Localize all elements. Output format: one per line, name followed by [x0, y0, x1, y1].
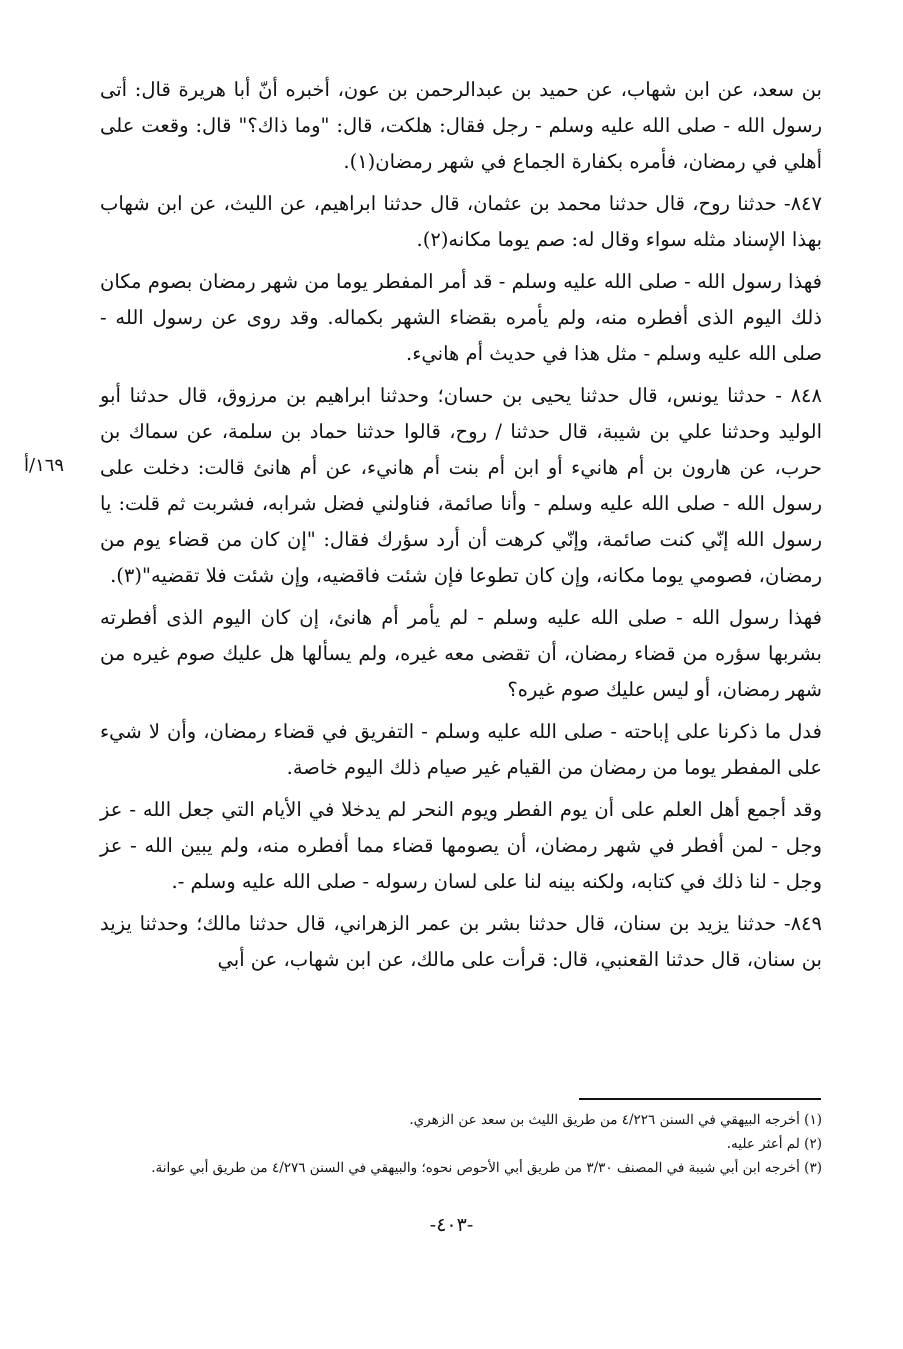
paragraph-6: فدل ما ذكرنا على إباحته - صلى الله عليه وسلم - التفريق في قضاء رمضان، وأن لا شيء على المفطر يوما من رمضان من القيام غير صيام ذلك اليوم خاصة.	[100, 720, 822, 779]
footnote-divider	[579, 1098, 821, 1100]
paragraph-hadith-847: ٨٤٧- حدثنا روح، قال حدثنا محمد بن عثمان، قال حدثنا ابراهيم، عن الليث، عن ابن شهاب بهذا الإسناد مثله سواء وقال له: صم يوما مكانه(٢).	[100, 192, 822, 251]
page-number: -٤٠٣-	[429, 1214, 474, 1236]
footnote-2: (٢) لم أعثر عليه.	[726, 1136, 822, 1152]
paragraph-hadith-848: ٨٤٨ - حدثنا يونس، قال حدثنا يحيى بن حسان؛ وحدثنا ابراهيم بن مرزوق، قال حدثنا أبو الوليد وحدثنا علي بن شيبة، قال حدثنا / روح، قالوا حدثنا حماد بن سلمة، عن سماك بن حرب، عن هارون بن أم هانيء أو ابن أم بنت أم هانيء، عن أم هانئ قالت: دخلت على رسول الله - صلى الله عليه وسلم - وأنا صائمة، فناولني فضل شرابه، فشربت ثم قلت: يا رسول الله إنّي كنت صائمة، وإنّي كرهت أن أرد سؤرك فقال: "إن كان من قضاء يوم من رمضان، فصومي يوما مكانه، وإن كان تطوعا فإن شئت فاقضيه، وإن شئت فلا تقضيه"(٣).	[100, 384, 822, 587]
paragraph-1: بن سعد، عن ابن شهاب، عن حميد بن عبدالرحمن بن عون، أخبره أنّ أبا هريرة قال: أتى رسول الله - صلى الله عليه وسلم - رجل فقال: هلكت، قال: "وما ذاك؟" قال: وقعت على أهلي في رمضان، فأمره بكفارة الجماع في شهر رمضان(١).	[100, 78, 822, 173]
paragraph-7: وقد أجمع أهل العلم على أن يوم الفطر ويوم النحر لم يدخلا في الأيام التي جعل الله - عز وجل - لمن أفطر في شهر رمضان، أن يصومها قضاء مما أفطره منه، ولم يبين الله - عز وجل - لنا ذلك في كتابه، ولكنه بينه لنا على لسان رسوله - صلى الله عليه وسلم -.	[100, 798, 822, 893]
paragraph-5: فهذا رسول الله - صلى الله عليه وسلم - لم يأمر أم هانئ، إن كان اليوم الذى أفطرته بشربها سؤره من قضاء رمضان، أن تقضى معه غيره، ولم يسألها هل عليك صوم غيره من شهر رمضان، أو ليس عليك صوم غيره؟	[100, 606, 822, 701]
footnotes	[100, 1108, 822, 1180]
main-text	[100, 72, 822, 984]
footnote-3: (٣) أخرجه ابن أبي شيبة في المصنف ٣/٣٠ من طريق أبي الأحوص نحوه؛ والبيهقي في السنن ٤/٢٧٦ من طريق أبي عوانة.	[151, 1160, 822, 1176]
manuscript-folio-note: ١٦٩/أ	[24, 455, 65, 476]
paragraph-3: فهذا رسول الله - صلى الله عليه وسلم - قد أمر المفطر يوما من شهر رمضان بصوم مكان ذلك اليوم الذى أفطره منه، ولم يأمره بقضاء الشهر بكماله. وقد روى عن رسول الله - صلى الله عليه وسلم - مثل هذا في حديث أم هانيء.	[100, 270, 822, 365]
paragraph-hadith-849: ٨٤٩- حدثنا يزيد بن سنان، قال حدثنا بشر بن عمر الزهراني، قال حدثنا مالك؛ وحدثنا يزيد بن سنان، قال حدثنا القعنبي، قال: قرأت على مالك، عن ابن شهاب، عن أبي	[100, 912, 822, 971]
footnote-1: (١) أخرجه البيهقي في السنن ٤/٢٢٦ من طريق الليث بن سعد عن الزهري.	[409, 1112, 822, 1128]
